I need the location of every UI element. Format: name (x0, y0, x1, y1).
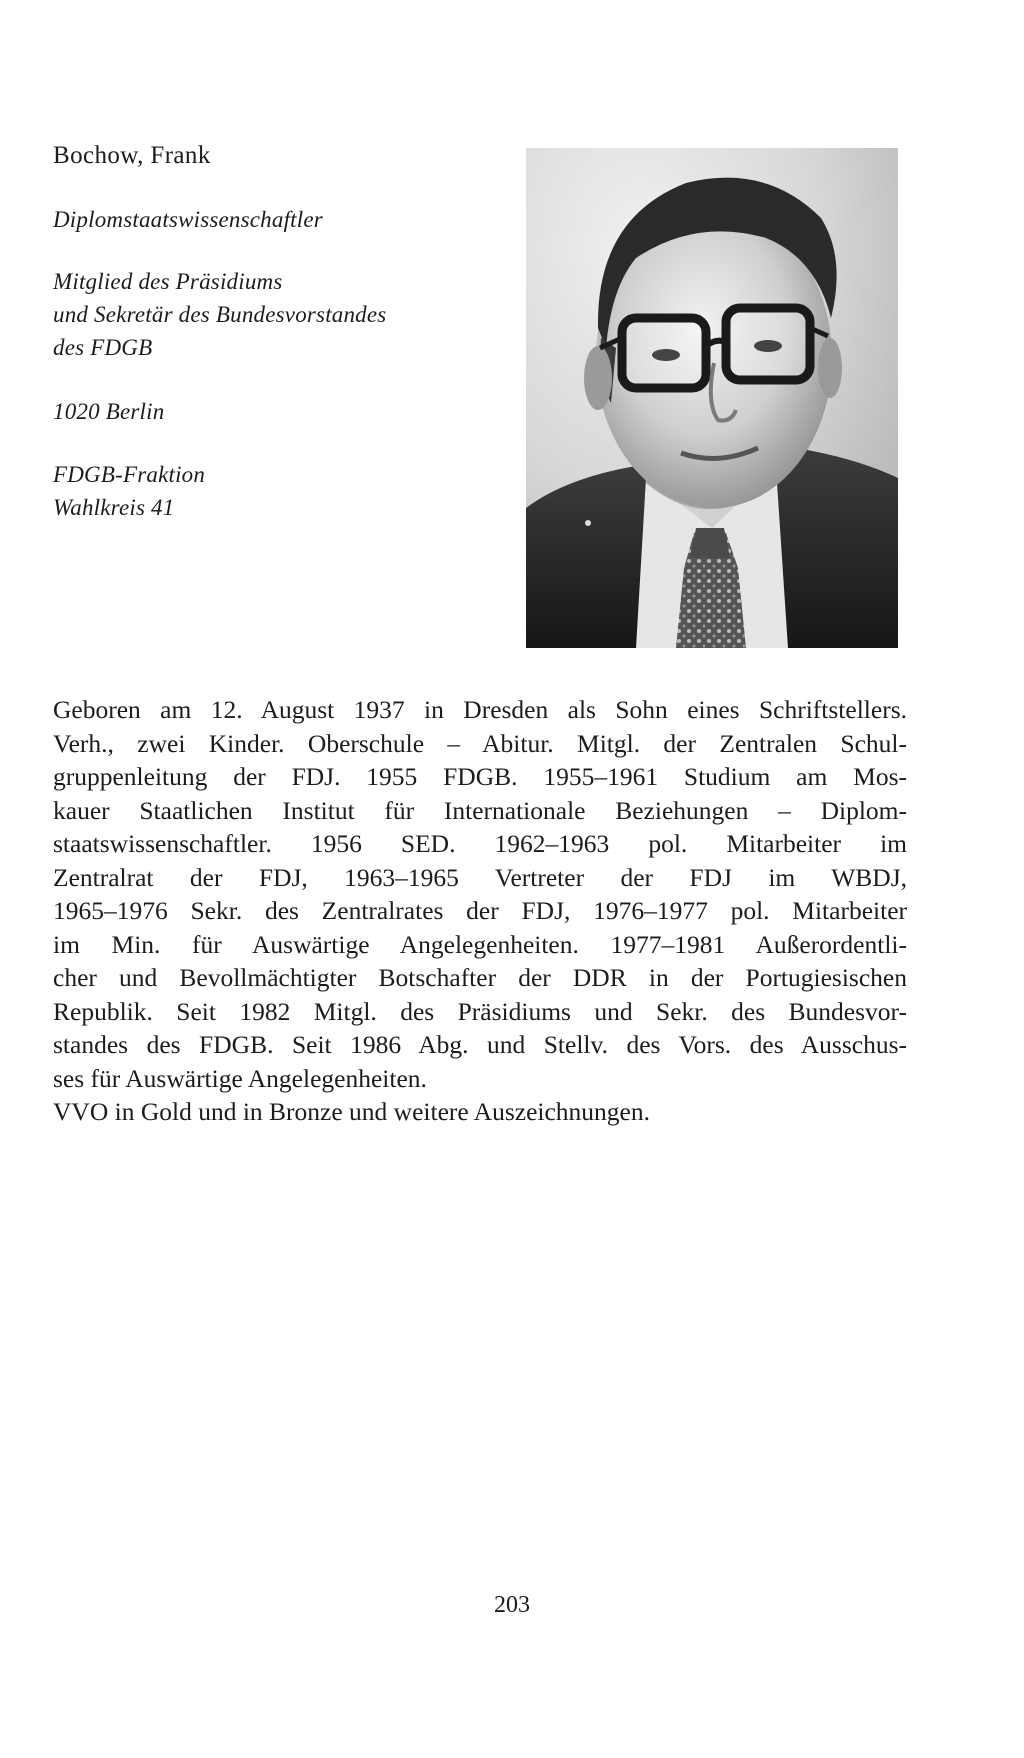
biography-line: staatswissenschaftler. 1956 SED. 1962–1963 pol. Mitarbeiter im (53, 829, 907, 858)
profession (53, 203, 473, 236)
page-number: 203 (494, 1592, 530, 1618)
biography-line: kauer Staatlichen Institut für Internationale Beziehungen – Diplom- (53, 795, 907, 825)
position-line: und Sekretär des Bundesvorstandes (53, 302, 387, 327)
biography-line: standes des FDGB. Seit 1986 Abg. und Stellv. des Vors. des Ausschus- (53, 1030, 907, 1059)
biography-line: 1965–1976 Sekr. des Zentralrates der FDJ, 1976–1977 pol. Mitarbeiter (53, 896, 907, 925)
faction-block (53, 458, 473, 524)
biography-line: Republik. Seit 1982 Mitgl. des Präsidiums und Sekr. des Bundesvor- (53, 996, 907, 1026)
portrait-image (526, 148, 898, 648)
awards-line: VVO in Gold und in Bronze und weitere Auszeichnungen. (53, 1097, 650, 1126)
position-line: des FDGB (53, 335, 153, 360)
city (53, 395, 473, 428)
constituency: Wahlkreis 41 (53, 495, 175, 520)
biography-line: Geboren am 12. August 1937 in Dresden als Sohn eines Schriftstellers. (53, 695, 907, 724)
positions (53, 265, 473, 364)
faction: FDGB-Fraktion (53, 462, 206, 487)
biography-line: im Min. für Auswärtige Angelegenheiten. 1977–1981 Außerordentli- (53, 929, 907, 959)
biography-line: Verh., zwei Kinder. Oberschule – Abitur. Mitgl. der Zentralen Schul- (53, 728, 907, 758)
biography-line: ses für Auswärtige Angelegenheiten. (53, 1063, 427, 1093)
position-line: Mitglied des Präsidiums (53, 269, 283, 294)
biography-line: Zentralrat der FDJ, 1963–1965 Vertreter der FDJ im WBDJ, (53, 862, 907, 892)
biography-line: gruppenleitung der FDJ. 1955 FDGB. 1955–1961 Studium am Mos- (53, 762, 907, 791)
portrait-photo (526, 148, 898, 648)
biography (53, 693, 907, 1129)
profession-text: Diplomstaatswissenschaftler (53, 207, 323, 232)
biography-line: cher und Bevollmächtigter Botschafter der DDR in der Portugiesischen (53, 963, 907, 992)
city-text: 1020 Berlin (53, 399, 165, 424)
person-name: Bochow, Frank (53, 142, 211, 169)
